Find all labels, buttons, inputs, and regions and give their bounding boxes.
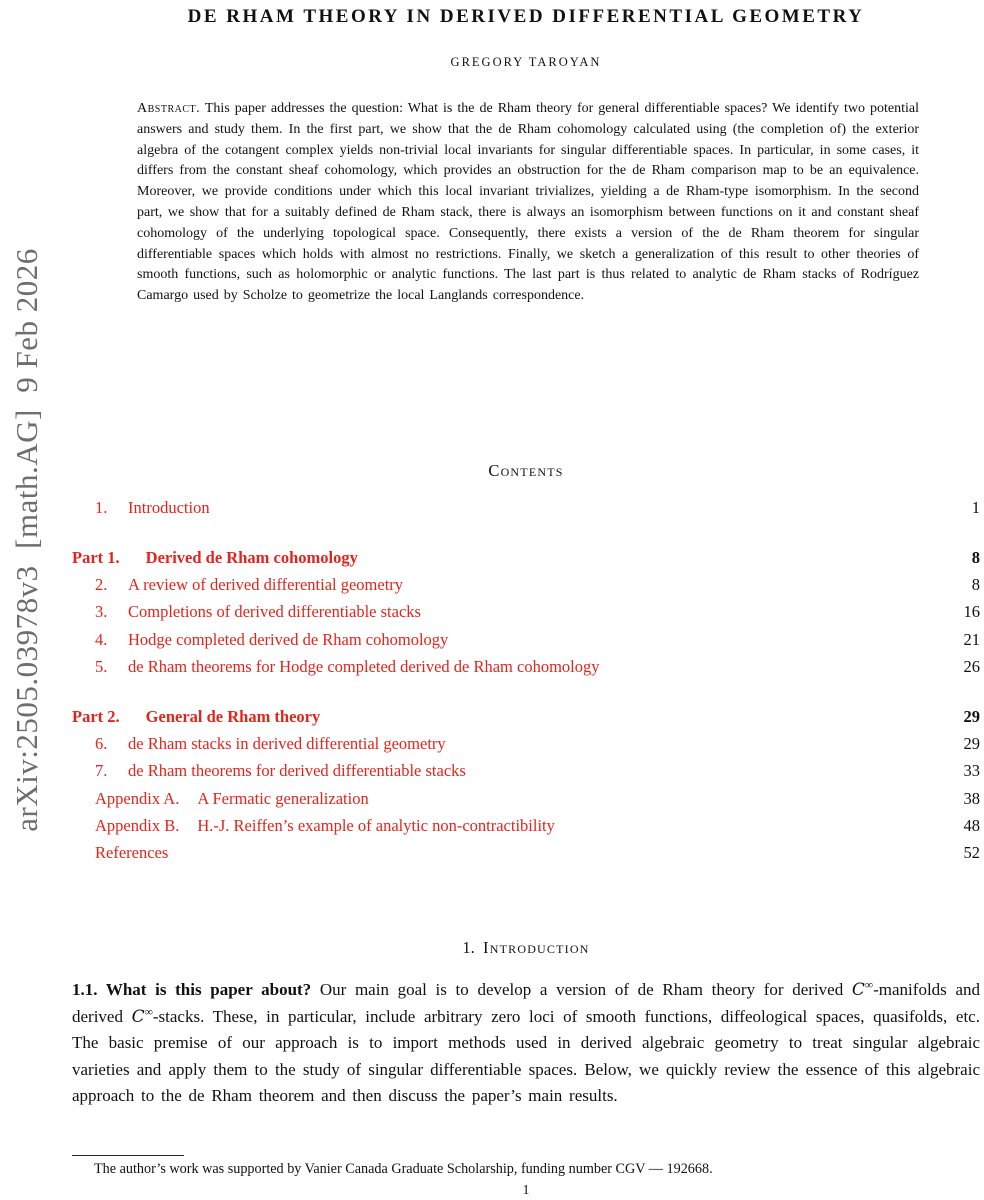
intro-segment: ∞ (864, 978, 874, 992)
toc-entry-label: A review of derived differential geometry (128, 575, 404, 595)
toc-entry-page: 1 (971, 498, 980, 517)
intro-segment: -manifolds and derived (72, 980, 980, 1026)
toc-entry-label: Introduction (128, 498, 210, 517)
intro-segment: C (851, 980, 865, 1000)
intro-segment: ∞ (144, 1004, 153, 1018)
toc-entry-label: H.-J. Reiffen’s example of analytic non-contractibility (197, 815, 555, 835)
section-number: 1. (462, 938, 475, 957)
toc-entry-number: 6. (95, 734, 108, 754)
toc-entry-page: 8 (971, 547, 980, 567)
intro-segment: C (131, 1006, 145, 1027)
intro-paragraph (72, 977, 980, 1110)
toc-entry-link[interactable] (95, 571, 972, 598)
intro-segment: 1.1. What is this paper about? (72, 980, 320, 999)
toc-row (72, 571, 980, 598)
abstract-label: Abstract. (137, 101, 201, 116)
toc-entry-link[interactable] (95, 839, 964, 866)
toc-entry-label: General de Rham theory (145, 706, 321, 726)
toc-entry-link[interactable] (95, 785, 964, 812)
toc-row (72, 544, 980, 571)
toc-entry-label: References (95, 843, 169, 863)
toc-entry-page: 52 (963, 843, 980, 863)
toc-entry-page: 38 (963, 788, 980, 808)
toc-entry-link[interactable] (72, 703, 964, 730)
toc-entry-link[interactable] (95, 757, 964, 784)
abstract-text: This paper addresses the question: What is the de Rham theory for general differentiable spaces? We identify two potential answers and study them. In the first part, we show that the de Rham cohomology calculated using (the completion of) the exterior algebra of the cotangent complex yields non-trivial local invariants for singular differentiable spaces. In particular, in some cases, it differs from the constant sheaf cohomology, which provides an obstruction for the de Rham comparison map to be an equivalence. Moreover, we provide conditions under which this local invariant trivializes, yielding a de Rham-type isomorphism. In the second part, we show that for a suitably defined de Rham stack, there is always an isomorphism between functions on it and constant sheaf cohomology of the underlying topological space. Consequently, there exists a version of the de Rham theorem for singular differentiable spaces which holds with almost no restrictions. Finally, we sketch a generalization of this result to other theories of smooth functions, such as holomorphic or analytic functions. The last part is thus related to analytic de Rham stacks of Rodríguez Camargo used by Scholze to geometrize the local Langlands correspondence. (137, 101, 919, 304)
toc-row (72, 598, 980, 625)
toc-entry-label: de Rham stacks in derived differential geometry (128, 734, 446, 754)
toc-entry-page: 33 (963, 761, 980, 781)
contents-heading: Contents (488, 461, 564, 480)
toc-entry-link[interactable] (95, 598, 964, 625)
toc-entry-number: 4. (95, 629, 108, 649)
toc-entry-number: 1. (95, 498, 108, 517)
toc-row (72, 839, 980, 866)
toc-entry-number: 3. (95, 602, 108, 622)
toc-entry-page: 8 (971, 575, 980, 595)
toc-row (72, 703, 980, 730)
toc-entry-number: 5. (95, 656, 108, 676)
toc-entry-page: 48 (963, 815, 980, 835)
toc-entry-number: Appendix A. (95, 788, 180, 808)
section-heading (72, 938, 980, 958)
intro-segment: -stacks. These, in particular, include arbitrary zero loci of smooth functions, diffeological spaces, quasifolds, etc. The basic premise of our approach is to import methods used in derived algebraic geometry to treat singular algebraic varieties and apply them to the study of singular differentiable spaces. Below, we quickly review the essence of this algebraic approach to the de Rham theorem and then discuss the paper’s main results. (72, 1006, 980, 1106)
toc-entry-label: Completions of derived differentiable stacks (128, 602, 421, 622)
toc-entry-link[interactable] (95, 494, 972, 521)
toc-entry-label: de Rham theorems for derived differentiable stacks (128, 761, 466, 781)
toc-row (72, 626, 980, 653)
paper-title: DE RHAM THEORY IN DERIVED DIFFERENTIAL GEOMETRY (187, 6, 865, 27)
intro-segment: Our main goal is to develop a version of de Rham theory for derived (319, 980, 852, 999)
toc-entry-number: Part 2. (72, 706, 120, 726)
toc-entry-label: de Rham theorems for Hodge completed derived de Rham cohomology (128, 656, 600, 676)
author-name: GREGORY TAROYAN (450, 55, 602, 69)
toc-row (72, 494, 980, 521)
toc-row (72, 785, 980, 812)
toc-entry-page: 16 (963, 602, 980, 622)
toc-row (72, 812, 980, 839)
footnote-text: The author’s work was supported by Vanier Canada Graduate Scholarship, funding number CGV — 192668. (94, 1161, 713, 1177)
toc-entry-number: 7. (95, 761, 108, 781)
footnote-rule (72, 1155, 184, 1156)
toc-entry-page: 21 (963, 629, 980, 649)
toc-entry-page: 29 (963, 734, 980, 754)
toc-entry-page: 29 (963, 706, 980, 726)
toc-row (72, 757, 980, 784)
toc-row (72, 653, 980, 680)
arxiv-stamp[interactable]: arXiv:2505.03978v3 [math.AG] 9 Feb 2026 (9, 248, 44, 832)
toc-entry-link[interactable] (95, 812, 964, 839)
toc-entry-label: Derived de Rham cohomology (145, 547, 358, 567)
toc-entry-number: Appendix B. (95, 815, 180, 835)
toc-list (72, 494, 980, 867)
toc-entry-page: 26 (963, 656, 980, 676)
toc-row (72, 730, 980, 757)
toc-entry-label: Hodge completed derived de Rham cohomology (128, 629, 449, 649)
page-number: 1 (522, 1182, 530, 1197)
toc-entry-link[interactable] (95, 626, 964, 653)
abstract (137, 99, 919, 307)
toc-entry-number: Part 1. (72, 547, 120, 567)
toc-entry-link[interactable] (95, 730, 964, 757)
toc-entry-number: 2. (95, 575, 108, 595)
toc-entry-label: A Fermatic generalization (197, 788, 369, 808)
toc-entry-link[interactable] (72, 544, 972, 571)
section-title: Introduction (483, 938, 590, 957)
toc-entry-link[interactable] (95, 653, 964, 680)
